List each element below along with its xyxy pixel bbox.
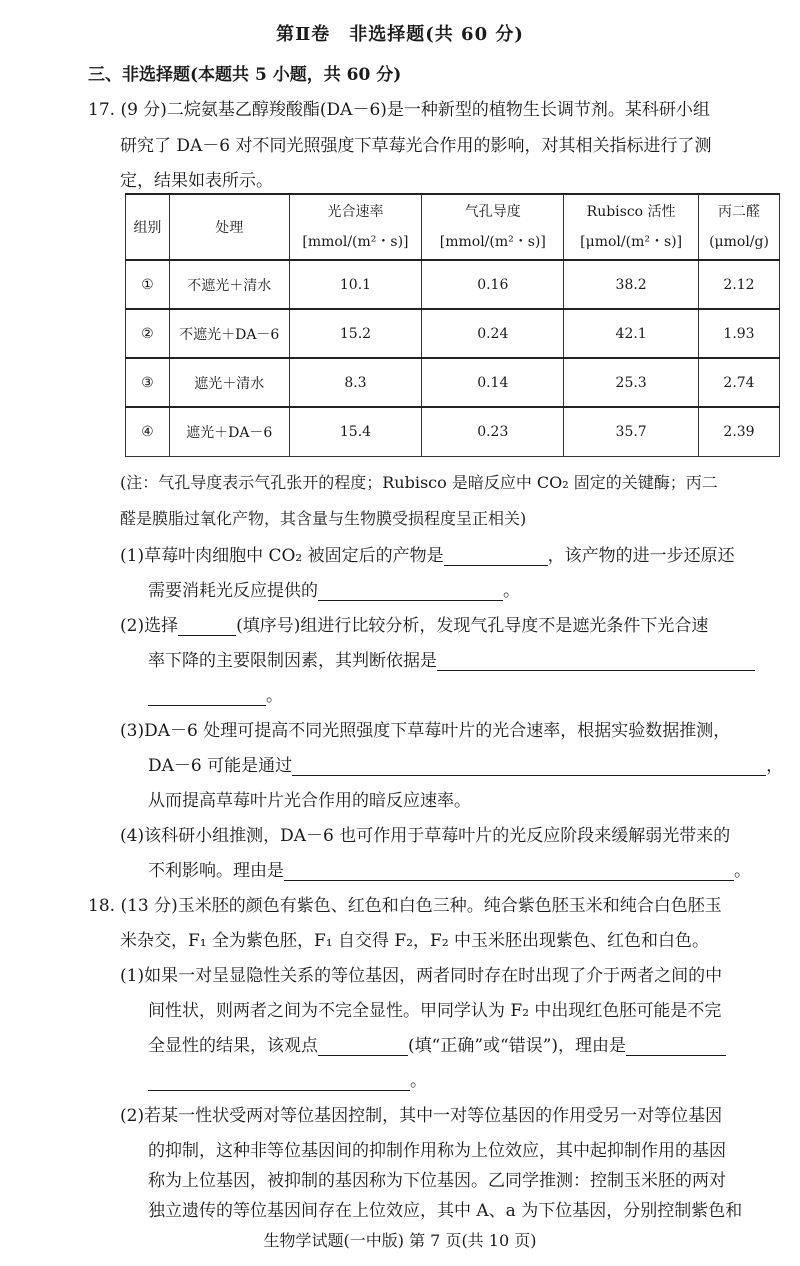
q18-sub1-line-3: 全显性的结果，该观点 (填“正确”或“错误”)，理由是 (148, 1031, 726, 1056)
table-cell: 2.39 (699, 407, 780, 456)
answer-blank[interactable] (178, 617, 236, 636)
q17-sub1-line-1: (1)草莓叶肉细胞中 CO₂ 被固定后的产物是 ，该产物的进一步还原还 (120, 546, 735, 566)
q18-intro-line-2: 米杂交，F₁ 全为紫色胚，F₁ 自交得 F₂，F₂ 中玉米胚出现紫色、红色和白色。 (120, 931, 710, 951)
answer-blank[interactable] (444, 547, 548, 566)
table-cell: 10.1 (289, 260, 422, 309)
table-cell: 42.1 (564, 309, 699, 358)
q17-sub2-line-2: 率下降的主要限制因素，其判断依据是 (148, 646, 755, 671)
table-cell: ④ (126, 407, 170, 456)
table-cell: 0.23 (422, 407, 564, 456)
section-title: 第Ⅱ卷 非选择题(共 60 分) (276, 24, 524, 45)
table-header-row (126, 194, 780, 260)
q17-sub3-line-2: DA－6 可能是通过 ， (148, 756, 784, 776)
answer-blank[interactable] (292, 757, 766, 776)
table-cell: 1.93 (699, 309, 780, 358)
answer-blank[interactable] (148, 687, 266, 706)
q18-sub1-line-1: (1)如果一对呈显隐性关系的等位基因，两者同时存在时出现了介于两者之间的中 (120, 966, 723, 986)
q17-intro-line-1: 17. (9 分)二烷氨基乙醇羧酸酯(DA－6)是一种新型的植物生长调节剂。某科研小组 (88, 100, 710, 120)
table-cell: 不遮光＋清水 (169, 260, 289, 309)
answer-blank[interactable] (284, 862, 734, 881)
answer-blank[interactable] (626, 1037, 726, 1056)
q17-sub4-line-1: (4)该科研小组推测，DA－6 也可作用于草莓叶片的光反应阶段来缓解弱光带来的 (120, 826, 731, 846)
table-cell: 15.2 (289, 309, 422, 358)
header-rubisco-activity: Rubisco 活性 [μmol/(m²・s)] (564, 194, 699, 260)
table-cell: 25.3 (564, 358, 699, 407)
page-footer: 生物学试题(一中版) 第 7 页(共 10 页) (263, 1231, 537, 1250)
q18-sub2-line-1: (2)若某一性状受两对等位基因控制，其中一对等位基因的作用受另一对等位基因 (120, 1106, 723, 1126)
table-cell: 2.12 (699, 260, 780, 309)
table-cell: 15.4 (289, 407, 422, 456)
q17-sub3-line-1: (3)DA－6 处理可提高不同光照强度下草莓叶片的光合速率，根据实验数据推测， (120, 721, 731, 741)
part-heading: 三、非选择题(本题共 5 小题，共 60 分) (88, 65, 402, 85)
header-stomatal-conductance: 气孔导度 [mmol/(m²・s)] (422, 194, 564, 260)
table-cell: 0.14 (422, 358, 564, 407)
q18-sub2-line-4: 独立遗传的等位基因间存在上位效应，其中 A、a 为下位基因，分别控制紫色和 (148, 1201, 743, 1221)
header-mda: 丙二醛 (μmol/g) (699, 194, 780, 260)
table-row (126, 358, 780, 407)
table-note-line-2: 醛是膜脂过氧化产物，其含量与生物膜受损程度呈正相关) (120, 509, 527, 528)
table-cell: 2.74 (699, 358, 780, 407)
answer-blank[interactable] (148, 1072, 410, 1091)
q17-intro-line-3: 定，结果如表所示。 (120, 171, 273, 191)
table-cell: ② (126, 309, 170, 358)
table-cell: 35.7 (564, 407, 699, 456)
table-cell: ③ (126, 358, 170, 407)
q17-sub2-line-3: 。 (148, 681, 283, 706)
q18-intro-line-1: 18. (13 分)玉米胚的颜色有紫色、红色和白色三种。纯合紫色胚玉米和纯合白色胚玉 (88, 896, 722, 916)
table-cell: 0.24 (422, 309, 564, 358)
q17-sub4-line-2: 不利影响。理由是 。 (148, 861, 751, 881)
answer-blank[interactable] (437, 652, 755, 671)
header-photosynthesis-rate: 光合速率 [mmol/(m²・s)] (289, 194, 422, 260)
table-cell: 遮光＋DA－6 (169, 407, 289, 456)
table-row (126, 407, 780, 456)
q18-sub2-line-2: 的抑制，这种非等位基因间的抑制作用称为上位效应，其中起抑制作用的基因 (148, 1141, 726, 1161)
table-cell: 不遮光＋DA－6 (169, 309, 289, 358)
q17-sub2-line-1: (2)选择 (填序号)组进行比较分析，发现气孔导度不是遮光条件下光合速 (120, 616, 709, 636)
q18-sub2-line-3: 称为上位基因，被抑制的基因称为下位基因。乙同学推测：控制玉米胚的两对 (148, 1171, 726, 1191)
table-row (126, 309, 780, 358)
q17-sub3-line-3: 从而提高草莓叶片光合作用的暗反应速率。 (148, 791, 471, 811)
q17-sub1-line-2: 需要消耗光反应提供的 。 (148, 581, 520, 601)
q18-sub1-line-4: 。 (148, 1066, 427, 1091)
table-cell: 38.2 (564, 260, 699, 309)
table-row (126, 260, 780, 309)
table-note-line-1: (注：气孔导度表示气孔张开的程度；Rubisco 是暗反应中 CO₂ 固定的关键酶；丙二 (120, 473, 718, 492)
table-cell: 遮光＋清水 (169, 358, 289, 407)
header-group: 组别 (126, 194, 170, 260)
results-table (125, 193, 780, 457)
table-cell: ① (126, 260, 170, 309)
answer-blank[interactable] (318, 1037, 408, 1056)
table-cell: 0.16 (422, 260, 564, 309)
table-cell: 8.3 (289, 358, 422, 407)
answer-blank[interactable] (318, 582, 503, 601)
q18-sub1-line-2: 间性状，则两者之间为不完全显性。甲同学认为 F₂ 中出现红色胚可能是不完 (148, 1001, 722, 1021)
header-treatment: 处理 (169, 194, 289, 260)
q17-intro-line-2: 研究了 DA－6 对不同光照强度下草莓光合作用的影响，对其相关指标进行了测 (120, 136, 712, 156)
